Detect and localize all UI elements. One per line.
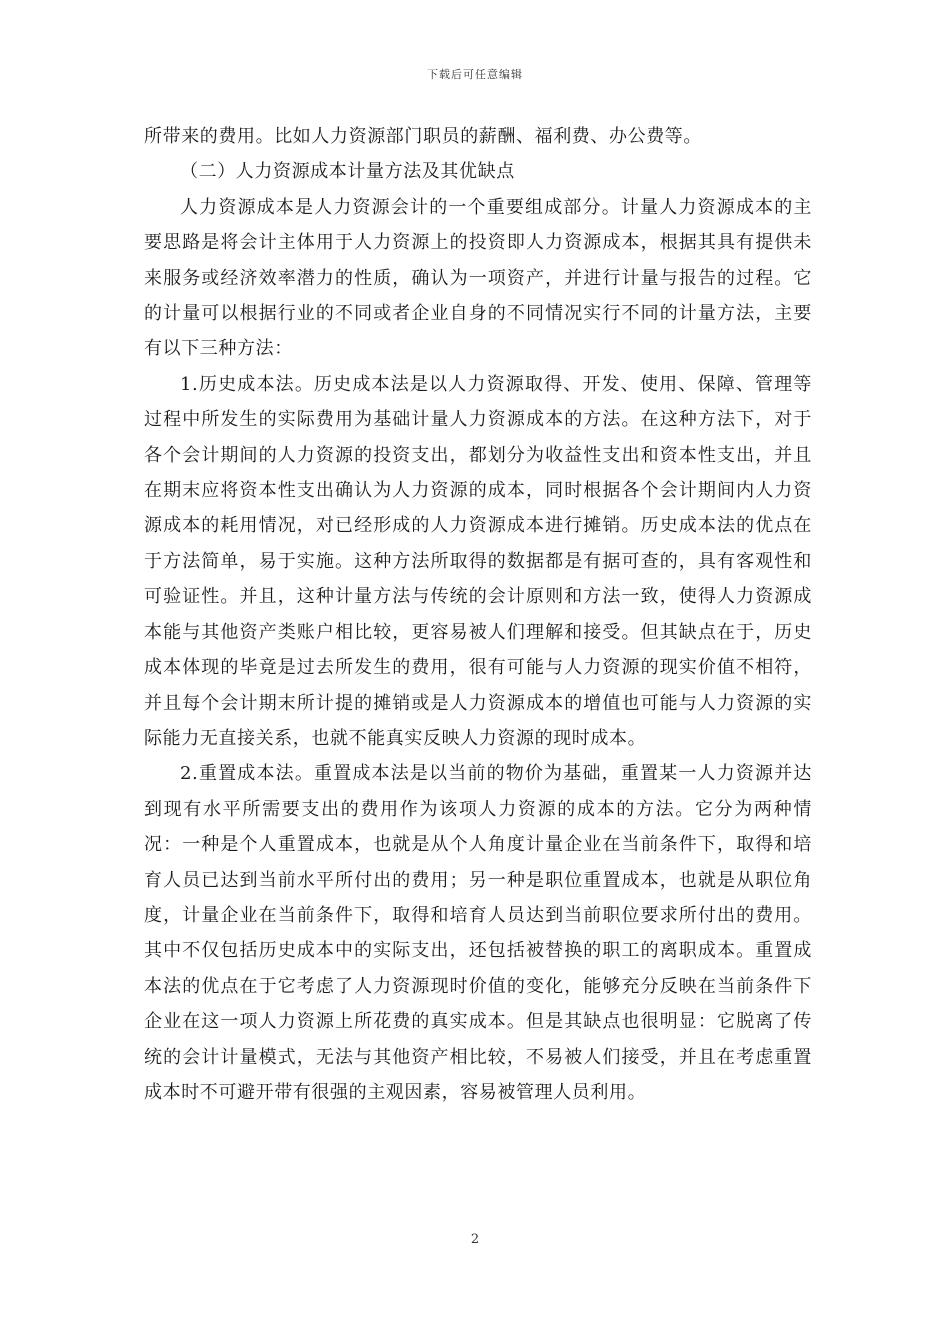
page-header: 下载后可任意编辑 xyxy=(427,68,523,81)
paragraph-intro: 人力资源成本是人力资源会计的一个重要组成部分。计量人力资源成本的主要思路是将会计主体用于人力资源上的投资即人力资源成本，根据其具有提供未来服务或经济效率潜力的性质，确认为一项资产，并进行计量与报告的过程。它的计量可以根据行业的不同或者企业自身的不同情况实行不同的计量方法，主要有以下三种方法： xyxy=(144,196,812,360)
page-number: 2 xyxy=(470,1232,480,1247)
section-heading: （二）人力资源成本计量方法及其优缺点 xyxy=(180,161,515,183)
paragraph-continuation: 所带来的费用。比如人力资源部门职员的薪酬、福利费、办公费等。 xyxy=(144,126,702,147)
paragraph-replacement-cost: 2.重置成本法。重置成本法是以当前的物价为基础，重置某一人力资源并达到现有水平所需要支出的费用作为该项人力资源的成本的方法。它分为两种情况：一种是个人重置成本，也就是从个人角度计量企业在当前条件下，取得和培育人员已达到当前水平所付出的费用；另一种是职位重置成本，也就是从职位角度，计量企业在当前条件下，取得和培育人员达到当前职位要求所付出的费用。其中不仅包括历史成本中的实际支出，还包括被替换的职工的离职成本。重置成本法的优点在于它考虑了人力资源现时价值的变化，能够充分反映在当前条件下企业在这一项人力资源上所花费的真实成本。但是其缺点也很明显：它脱离了传统的会计计量模式，无法与其他资产相比较，不易被人们接受，并且在考虑重置成本时不可避开带有很强的主观因素，容易被管理人员利用。 xyxy=(144,763,812,1103)
body-text xyxy=(144,119,812,1110)
paragraph-historical-cost: 1.历史成本法。历史成本法是以人力资源取得、开发、使用、保障、管理等过程中所发生的实际费用为基础计量人力资源成本的方法。在这种方法下，对于各个会计期间的人力资源的投资支出，都划分为收益性支出和资本性支出，并且在期末应将资本性支出确认为人力资源的成本，同时根据各个会计期间内人力资源成本的耗用情况，对已经形成的人力资源成本进行摊销。历史成本法的优点在于方法简单，易于实施。这种方法所取得的数据都是有据可查的，具有客观性和可验证性。并且，这种计量方法与传统的会计原则和方法一致，使得人力资源成本能与其他资产类账户相比较，更容易被人们理解和接受。但其缺点在于，历史成本体现的毕竟是过去所发生的费用，很有可能与人力资源的现实价值不相符，并且每个会计期末所计提的摊销或是人力资源成本的增值也可能与人力资源的实际能力无直接关系，也就不能真实反映人力资源的现时成本。 xyxy=(144,373,812,749)
